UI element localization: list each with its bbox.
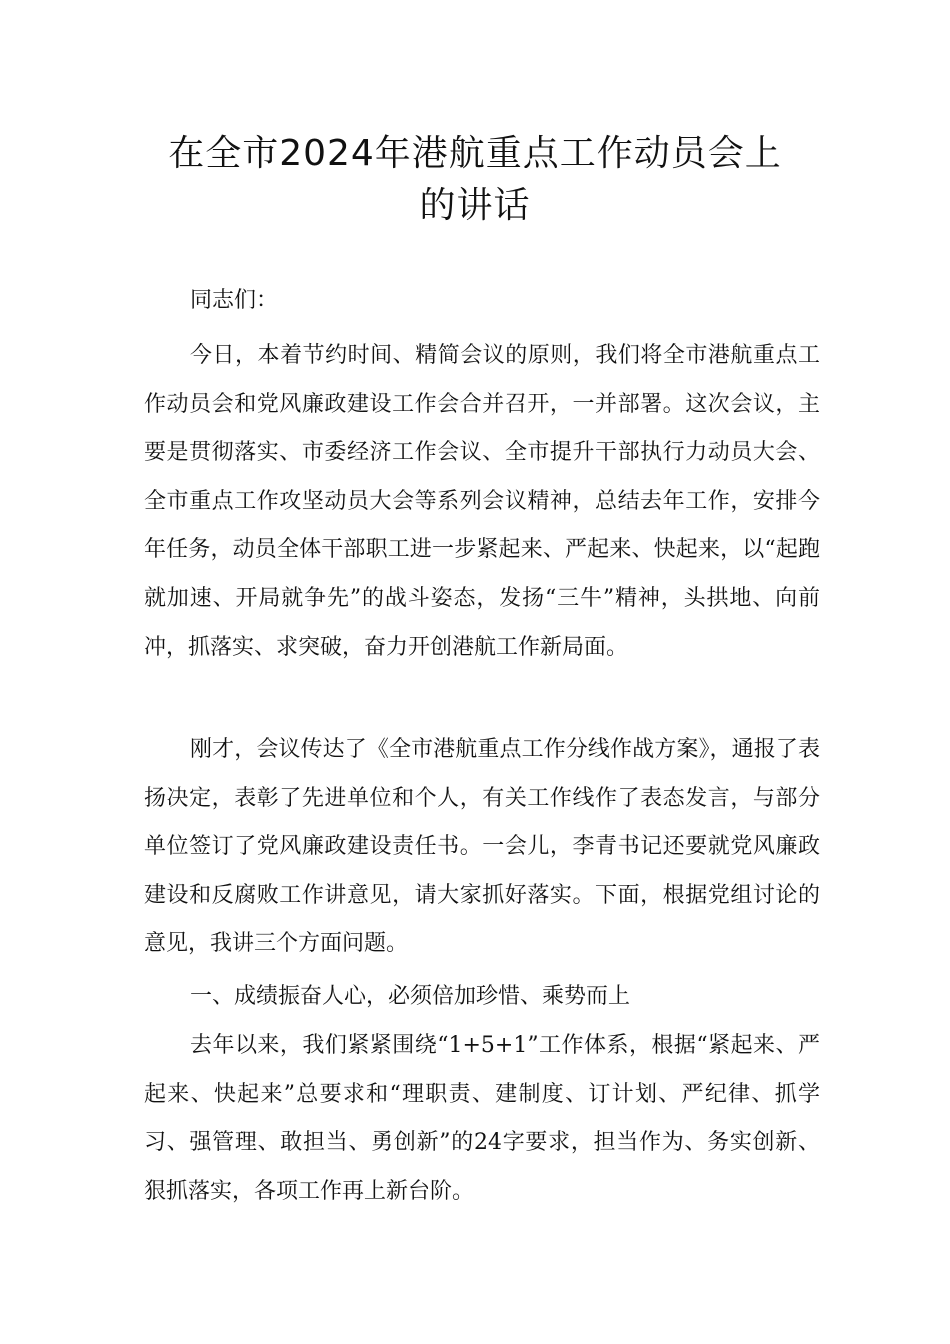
paragraph-opening: 今日，本着节约时间、精简会议的原则，我们将全市港航重点工作动员会和党风廉政建设工作会合并召开，一并部署。这次会议，主要是贯彻落实、市委经济工作会议、全市提升干部执行力动员大会、全市重点工作攻坚动员大会等系列会议精神，总结去年工作，安排今年任务，动员全体干部职工进一步紧起来、严起来、快起来，以“起跑就加速、开局就争先”的战斗姿态，发扬“三牛”精神，头拱地、向前冲，抓落实、求突破，奋力开创港航工作新局面。	[144, 343, 820, 660]
document-title	[120, 128, 830, 232]
section-heading-1: 一、成绩振奋人心，必须倍加珍惜、乘势而上	[190, 984, 631, 1009]
title-line-2: 的讲话	[419, 185, 531, 226]
title-line-1: 在全市2024年港航重点工作动员会上	[168, 133, 782, 174]
salutation: 同志们：	[190, 288, 279, 313]
paragraph-achievements: 去年以来，我们紧紧围绕“1+5+1”工作体系，根据“紧起来、严起来、快起来”总要求和“理职责、建制度、订计划、严纪律、抓学习、强管理、敢担当、勇创新”的24字要求，担当作为、务实创新、狠抓落实，各项工作再上新台阶。	[144, 1033, 820, 1204]
paragraph-meeting-summary: 刚才，会议传达了《全市港航重点工作分线作战方案》，通报了表扬决定，表彰了先进单位和个人，有关工作线作了表态发言，与部分单位签订了党风廉政建设责任书。一会儿，李青书记还要就党风廉政建设和反腐败工作讲意见，请大家抓好落实。下面，根据党组讨论的意见，我讲三个方面问题。	[144, 737, 820, 957]
